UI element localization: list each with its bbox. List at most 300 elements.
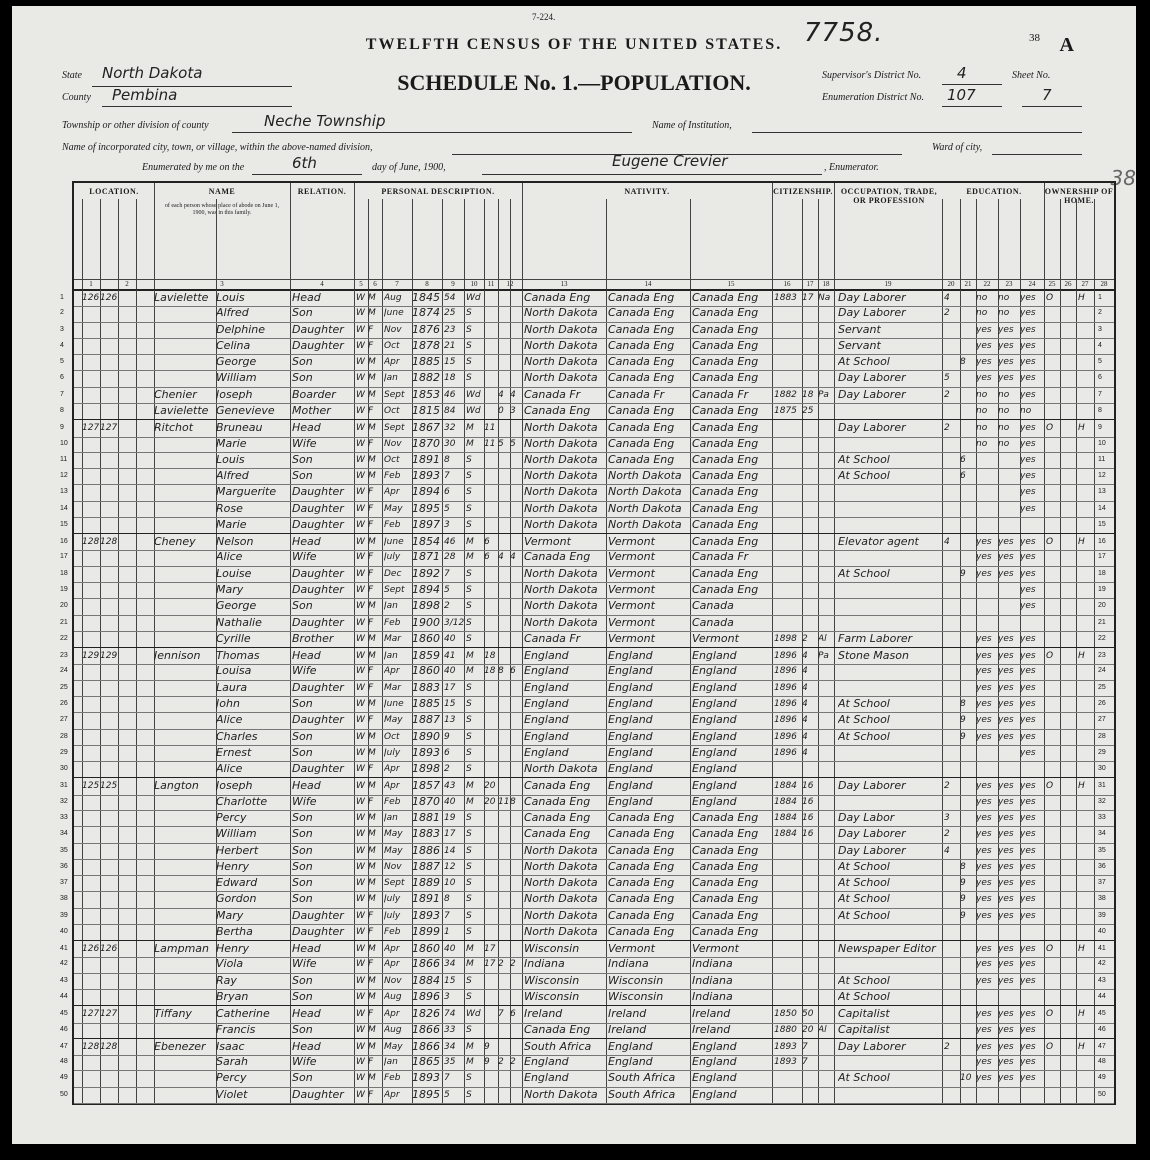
cell-col: W	[356, 715, 365, 726]
cell-yr: 1892	[412, 566, 440, 580]
cell-mbp: Canada Eng	[692, 892, 759, 906]
line-number: 2	[60, 309, 64, 317]
cell-imm: 1880	[774, 1024, 797, 1035]
cell-sex: F	[368, 1009, 374, 1020]
cell-en: yes	[1020, 471, 1036, 482]
cell-yus: 4	[802, 682, 808, 693]
cell-wr: yes	[998, 894, 1014, 905]
cell-fbp: South Africa	[608, 1087, 676, 1101]
cell-bp: Vermont	[524, 535, 571, 549]
line-number: 45	[60, 1010, 68, 1018]
cell-ms: S	[466, 308, 472, 319]
cell-mbp: Canada Eng	[692, 306, 759, 320]
cell-age: 40	[444, 633, 456, 644]
line-number-right: 42	[1098, 960, 1106, 968]
cell-rd: yes	[976, 552, 992, 563]
column-number: 18	[822, 280, 830, 288]
cell-ms: S	[466, 861, 472, 872]
line-number: 1	[60, 294, 64, 301]
stamp-number: 7758.	[804, 18, 884, 48]
cell-col: W	[356, 405, 365, 416]
cell-yr: 1890	[412, 729, 440, 743]
cell-giv: Delphine	[216, 322, 266, 336]
table-row	[60, 322, 1114, 339]
cell-imm: 1898	[774, 633, 797, 644]
cell-giv: Alfred	[216, 306, 249, 320]
cell-bp: North Dakota	[524, 338, 598, 352]
cell-mo: May	[384, 715, 403, 726]
cell-imm: 1896	[774, 715, 797, 726]
line-number-right: 38	[1098, 895, 1106, 903]
line-number: 37	[60, 879, 68, 887]
cell-bp: North Dakota	[524, 762, 598, 776]
cell-mbp: Vermont	[692, 942, 739, 956]
cell-age: 8	[444, 454, 450, 465]
cell-en: yes	[1020, 1073, 1036, 1084]
cell-mo: July	[384, 894, 401, 905]
table-row	[60, 696, 1114, 713]
cell-age: 40	[444, 944, 456, 955]
cell-mo: Apr	[384, 959, 400, 970]
cell-sch: 8	[960, 699, 966, 709]
cell-mbp: Canada Eng	[692, 436, 759, 450]
cell-bp: North Dakota	[524, 355, 598, 369]
cell-occ: At School	[838, 876, 890, 890]
column-number: 1	[89, 280, 93, 288]
cell-imm: 1850	[774, 1009, 797, 1020]
cell-rel: Daughter	[292, 924, 344, 938]
state-value: North Dakota	[102, 64, 203, 82]
cell-rd: yes	[976, 959, 992, 970]
cell-bp: England	[524, 745, 569, 759]
cell-wr: yes	[998, 633, 1014, 644]
cell-rel: Son	[292, 973, 313, 987]
cell-ms: S	[466, 829, 472, 840]
cell-sex: M	[368, 454, 376, 465]
cell-rel: Son	[292, 1071, 313, 1085]
cell-rd: yes	[976, 845, 992, 856]
line-number-right: 34	[1098, 830, 1106, 838]
cell-fbp: Canada Eng	[608, 810, 675, 824]
cell-nat: Pa	[818, 389, 829, 400]
cell-rel: Daughter	[292, 485, 344, 499]
cell-fm: 125	[100, 781, 118, 792]
cell-giv: Catherine	[216, 1007, 270, 1021]
cell-mo: Apr	[384, 487, 400, 498]
cell-mo: May	[384, 1041, 403, 1052]
cell-yus: 4	[802, 666, 808, 677]
cell-age: 3/12	[444, 617, 464, 628]
column-number: 23	[1005, 280, 1013, 288]
cell-fm2: H	[1078, 293, 1085, 303]
column-number: 22	[983, 280, 991, 288]
line-number-right: 31	[1098, 782, 1106, 790]
cell-sex: F	[368, 926, 374, 937]
line-number: 46	[60, 1025, 68, 1033]
cell-en: yes	[1020, 1024, 1036, 1035]
column-number: 4	[320, 280, 324, 288]
cell-sch: 10	[960, 1073, 972, 1084]
cell-age: 17	[444, 682, 456, 693]
line-number-right: 29	[1098, 748, 1106, 756]
cell-age: 33	[444, 1024, 456, 1035]
cell-sex: M	[368, 1041, 376, 1052]
cell-wr: yes	[998, 781, 1014, 792]
cell-fbp: Canada Eng	[608, 436, 675, 450]
cell-mbp: England	[692, 729, 737, 743]
cell-ms: S	[466, 519, 472, 530]
cell-mo: May	[384, 829, 403, 840]
cell-age: 3	[444, 519, 450, 530]
cell-mbp: Canada Eng	[692, 843, 759, 857]
cell-giv: Francis	[216, 1022, 256, 1036]
cell-bp: England	[524, 664, 569, 678]
cell-own: O	[1046, 423, 1054, 434]
cell-mo: Feb	[384, 926, 401, 937]
cell-fm: 127	[100, 1009, 118, 1020]
cell-mbp: England	[692, 1071, 737, 1085]
cell-ms: Wd	[466, 293, 481, 303]
cell-age: 43	[444, 781, 456, 792]
cell-yus: 4	[802, 699, 808, 709]
cell-mbp: England	[692, 1055, 737, 1069]
cell-yr: 1871	[412, 550, 440, 564]
cell-rd: yes	[976, 944, 992, 955]
cell-mbp: England	[692, 1039, 737, 1053]
cell-rel: Son	[292, 355, 313, 369]
cell-fbp: Canada Eng	[608, 452, 675, 466]
cell-fbp: England	[608, 1039, 653, 1053]
cell-sur: Langton	[154, 779, 199, 793]
cell-sur: Lavielette	[154, 403, 209, 417]
cell-rel: Head	[292, 1007, 321, 1021]
cell-sex: F	[368, 552, 374, 563]
cell-sex: M	[368, 699, 376, 709]
line-number: 30	[60, 765, 68, 773]
cell-col: W	[356, 699, 365, 709]
cell-ms: S	[466, 910, 472, 921]
cell-imm: 1884	[774, 781, 797, 792]
cell-yr: 1867	[412, 421, 440, 435]
cell-sex: F	[368, 585, 374, 596]
line-number-right: 4	[1098, 341, 1102, 349]
cell-fm2: H	[1078, 537, 1085, 548]
cell-col: W	[356, 1073, 365, 1084]
cell-giv: Charles	[216, 729, 258, 743]
sheet-label: Sheet No.	[1012, 70, 1051, 81]
cell-rel: Wife	[292, 1055, 317, 1069]
cell-wr: no	[998, 308, 1010, 319]
cell-fbp: South Africa	[608, 1071, 676, 1085]
cell-sex: M	[368, 845, 376, 856]
cell-fm: 126	[100, 293, 118, 303]
line-number-right: 7	[1098, 390, 1102, 398]
cell-ms: S	[466, 633, 472, 644]
table-row	[60, 989, 1114, 1006]
cell-en: yes	[1020, 796, 1036, 807]
cell-mo_un: 2	[944, 1041, 950, 1052]
table-row	[60, 908, 1114, 925]
cell-occ: At School	[838, 355, 890, 369]
cell-col: W	[356, 1009, 365, 1020]
cell-rel: Head	[292, 421, 321, 435]
cell-own: O	[1046, 651, 1054, 662]
cell-en: yes	[1020, 373, 1036, 384]
cell-sex: F	[368, 1089, 374, 1100]
line-number-right: 41	[1098, 945, 1106, 953]
line-number: 32	[60, 797, 68, 805]
cell-imm: 1875	[774, 405, 797, 416]
cell-sur: Chenier	[154, 387, 197, 401]
cell-yr: 1893	[412, 1071, 440, 1085]
cell-rd: yes	[976, 537, 992, 548]
column-number: 2	[125, 280, 129, 288]
cell-bp: North Dakota	[524, 615, 598, 629]
column-number: 10	[470, 280, 478, 288]
cell-col: W	[356, 651, 365, 662]
line-number: 33	[60, 813, 68, 821]
cell-sex: M	[368, 747, 376, 758]
cell-rel: Daughter	[292, 583, 344, 597]
cell-sur: Lampman	[154, 942, 209, 956]
line-number-right: 25	[1098, 683, 1106, 691]
cell-ms: Wd	[466, 1009, 481, 1020]
cell-rel: Brother	[292, 631, 334, 645]
cell-rd: yes	[976, 682, 992, 693]
cell-sur: Tiffany	[154, 1007, 192, 1021]
cell-giv: Laura	[216, 680, 248, 694]
cell-mbp: Canada Eng	[692, 421, 759, 435]
cell-rel: Wife	[292, 664, 317, 678]
cell-col: W	[356, 926, 365, 937]
cell-giv: Mary	[216, 583, 244, 597]
line-number: 35	[60, 846, 68, 854]
cell-sex: F	[368, 487, 374, 498]
cell-en: yes	[1020, 293, 1036, 303]
cell-ms: S	[466, 747, 472, 758]
cell-occ: Servant	[838, 338, 881, 352]
cell-fbp: England	[608, 794, 653, 808]
cell-rel: Daughter	[292, 501, 344, 515]
cell-yrsm: 20	[484, 796, 496, 807]
line-number: 49	[60, 1074, 68, 1082]
cell-mo_un: 4	[944, 537, 950, 548]
line-number: 43	[60, 976, 68, 984]
cell-col: W	[356, 373, 365, 384]
cell-bp: North Dakota	[524, 876, 598, 890]
table-row	[60, 826, 1114, 843]
cell-giv: Marie	[216, 436, 247, 450]
cell-mo: Nov	[384, 975, 402, 986]
cell-col: W	[356, 601, 365, 612]
cell-giv: William	[216, 827, 257, 841]
cell-ms: M	[466, 552, 474, 563]
cell-giv: Isaac	[216, 1039, 245, 1053]
cell-yr: 1866	[412, 957, 440, 971]
cell-fbp: England	[608, 779, 653, 793]
cell-born: 7	[498, 1009, 504, 1020]
cell-rel: Son	[292, 859, 313, 873]
cell-rd: yes	[976, 666, 992, 677]
cell-giv: Charlotte	[216, 794, 268, 808]
cell-fbp: Vermont	[608, 550, 655, 564]
cell-rd: yes	[976, 796, 992, 807]
cell-giv: George	[216, 599, 257, 613]
column-number: 14	[644, 280, 652, 288]
cell-rd: yes	[976, 340, 992, 351]
line-number-right: 9	[1098, 424, 1102, 432]
cell-occ: At School	[838, 452, 890, 466]
cell-col: W	[356, 471, 365, 482]
line-number: 16	[60, 538, 68, 546]
cell-occ: Day Laborer	[838, 371, 906, 385]
table-row	[60, 924, 1114, 941]
cell-born: 4	[498, 552, 504, 563]
cell-ms: S	[466, 357, 472, 368]
line-number-right: 22	[1098, 634, 1106, 642]
cell-giv: Viola	[216, 957, 244, 971]
cell-mbp: Canada Eng	[692, 859, 759, 873]
cell-yus: 16	[802, 796, 814, 807]
cell-wr: yes	[998, 666, 1014, 677]
cell-sch: 9	[960, 731, 966, 742]
state-label: State	[62, 70, 82, 81]
cell-fbp: Canada Eng	[608, 355, 675, 369]
line-number: 19	[60, 586, 68, 594]
cell-wr: yes	[998, 731, 1014, 742]
cell-born: 0	[498, 405, 504, 416]
cell-sch: 6	[960, 454, 966, 465]
cell-en: yes	[1020, 699, 1036, 709]
cell-mbp: Canada Eng	[692, 485, 759, 499]
cell-yrsm: 18	[484, 651, 496, 662]
cell-yr: 1826	[412, 1007, 440, 1021]
cell-age: 6	[444, 747, 450, 758]
cell-imm: 1882	[774, 389, 797, 400]
cell-ms: S	[466, 454, 472, 465]
cell-yr: 1865	[412, 1055, 440, 1069]
cell-imm: 1896	[774, 747, 797, 758]
cell-yr: 1881	[412, 810, 440, 824]
cell-mo: Oct	[384, 454, 400, 465]
cell-age: 23	[444, 324, 456, 335]
cell-occ: Day Laborer	[838, 843, 906, 857]
cell-col: W	[356, 357, 365, 368]
cell-giv: Cyrille	[216, 631, 251, 645]
cell-yr: 1894	[412, 485, 440, 499]
cell-own: O	[1046, 1041, 1054, 1052]
cell-fm2: H	[1078, 1041, 1085, 1052]
cell-col: W	[356, 992, 365, 1003]
name-header: NAME	[208, 187, 236, 196]
cell-wr: no	[998, 389, 1010, 400]
cell-rel: Son	[292, 729, 313, 743]
cell-giv: Nathalie	[216, 615, 262, 629]
line-number-right: 48	[1098, 1058, 1106, 1066]
table-row	[60, 615, 1114, 632]
cell-col: W	[356, 894, 365, 905]
cell-bp: North Dakota	[524, 566, 598, 580]
education-header: EDUCATION.	[966, 187, 1022, 196]
cell-own: O	[1046, 293, 1054, 303]
line-number: 50	[60, 1090, 68, 1098]
cell-sur: Jennison	[154, 649, 201, 663]
cell-mo: Aug	[384, 293, 402, 303]
cell-rel: Mother	[292, 403, 331, 417]
line-number: 25	[60, 683, 68, 691]
cell-age: 5	[444, 585, 450, 596]
cell-en: yes	[1020, 731, 1036, 742]
cell-mbp: Canada Eng	[692, 403, 759, 417]
cell-en: yes	[1020, 651, 1036, 662]
cell-age: 7	[444, 471, 450, 482]
cell-born: 11	[498, 796, 510, 807]
cell-imm: 1896	[774, 666, 797, 677]
cell-mbp: England	[692, 794, 737, 808]
cell-yr: 1887	[412, 859, 440, 873]
cell-giv: Alice	[216, 550, 243, 564]
cell-yrsm: 17	[484, 944, 496, 955]
cell-wr: yes	[998, 651, 1014, 662]
cell-mo: Apr	[384, 1009, 400, 1020]
cell-mo: Apr	[384, 357, 400, 368]
cell-rel: Wife	[292, 436, 317, 450]
cell-giv: Joseph	[216, 779, 253, 793]
cell-yus: 16	[802, 781, 814, 792]
cell-imm: 1896	[774, 731, 797, 742]
cell-bp: Canada Eng	[524, 403, 591, 417]
cell-occ: At School	[838, 566, 890, 580]
cell-yus: 20	[802, 1024, 814, 1035]
line-number: 42	[60, 960, 68, 968]
cell-rel: Son	[292, 876, 313, 890]
table-row	[60, 517, 1114, 534]
cell-occ: Day Laborer	[838, 1039, 906, 1053]
cell-col: W	[356, 845, 365, 856]
cell-age: 40	[444, 796, 456, 807]
cell-ms: S	[466, 340, 472, 351]
cell-bp: North Dakota	[524, 306, 598, 320]
cell-age: 9	[444, 731, 450, 742]
cell-rel: Son	[292, 990, 313, 1004]
occupation-header: OCCUPATION, TRADE, OR PROFESSION	[840, 187, 938, 205]
line-number: 27	[60, 716, 68, 724]
cell-wr: yes	[998, 861, 1014, 872]
line-number-right: 5	[1098, 358, 1102, 366]
cell-ms: S	[466, 992, 472, 1003]
cell-rel: Wife	[292, 550, 317, 564]
cell-sur: Cheney	[154, 535, 196, 549]
cell-mo: July	[384, 552, 401, 563]
cell-occ: At School	[838, 990, 890, 1004]
table-row	[60, 891, 1114, 908]
cell-col: W	[356, 568, 365, 579]
cell-col: W	[356, 910, 365, 921]
grid-header	[74, 183, 1114, 291]
cell-dw: 125	[82, 781, 100, 792]
cell-fbp: Vermont	[608, 599, 655, 613]
cell-col: W	[356, 781, 365, 792]
line-number-right: 14	[1098, 504, 1106, 512]
cell-yus: 50	[802, 1009, 814, 1020]
cell-fbp: Canada Eng	[608, 306, 675, 320]
cell-fbp: England	[608, 729, 653, 743]
line-number-right: 24	[1098, 667, 1106, 675]
cell-rel: Son	[292, 371, 313, 385]
cell-yr: 1857	[412, 779, 440, 793]
table-row	[60, 1087, 1114, 1104]
cell-rel: Son	[292, 697, 313, 710]
